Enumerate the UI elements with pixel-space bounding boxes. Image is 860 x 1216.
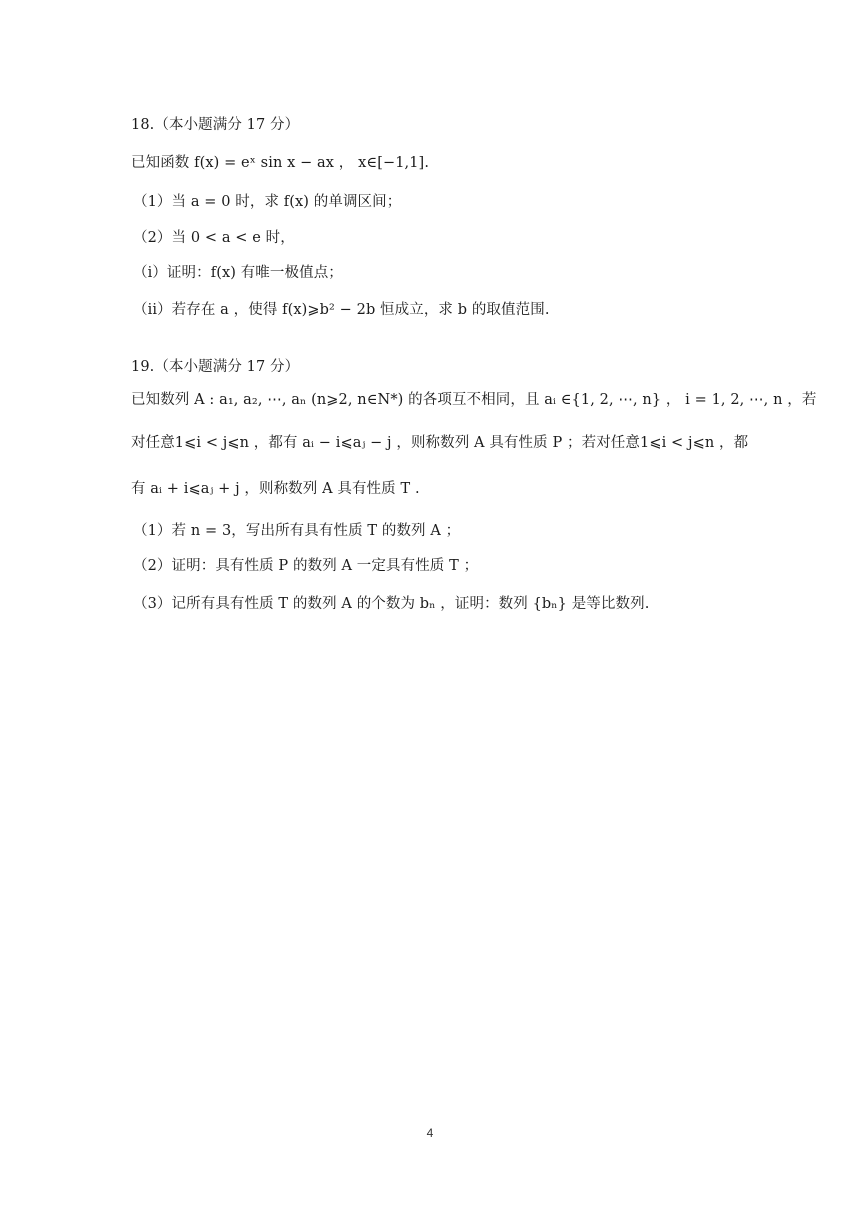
problem-19-part-1: （1）若 n = 3，写出所有具有性质 T 的数列 A ； (133, 523, 461, 539)
problem-18-part-2-ii: （ii）若存在 a ，使得 f(x)⩾b² − 2b 恒成立，求 b 的取值范围. (133, 302, 550, 318)
problem-18-stem: 已知函数 f(x) = eˣ sin x − ax ， x∈[−1,1]. (131, 155, 430, 171)
problem-19-part-3: （3）记所有具有性质 T 的数列 A 的个数为 bₙ ，证明：数列 {bₙ} 是等比数列. (133, 596, 650, 612)
problem-18-part-1: （1）当 a = 0 时，求 f(x) 的单调区间； (133, 194, 402, 210)
problem-18-heading: 18.（本小题满分 17 分） (131, 117, 300, 133)
problem-19-part-2: （2）证明：具有性质 P 的数列 A 一定具有性质 T ； (133, 558, 479, 574)
problem-19-stem-line-1: 已知数列 A : a₁, a₂, ⋯, aₙ (n⩾2, n∈N*) 的各项互不相同，且 aᵢ ∈{1, 2, ⋯, n} ， i = 1, 2, ⋯, n ，若 (131, 392, 817, 408)
problem-19-stem-line-3: 有 aᵢ + i⩽aⱼ + j ，则称数列 A 具有性质 T . (131, 481, 420, 497)
problem-19-stem-line-2: 对任意1⩽i < j⩽n ，都有 aᵢ − i⩽aⱼ − j ，则称数列 A 具有性质 P ；若对任意1⩽i < j⩽n ，都 (131, 435, 749, 451)
page-number: 4 (426, 1126, 434, 1140)
problem-18-part-2: （2）当 0 < a < e 时， (133, 230, 295, 246)
problem-19-heading: 19.（本小题满分 17 分） (131, 359, 300, 375)
problem-18-part-2-i: （i）证明：f(x) 有唯一极值点； (133, 265, 343, 281)
